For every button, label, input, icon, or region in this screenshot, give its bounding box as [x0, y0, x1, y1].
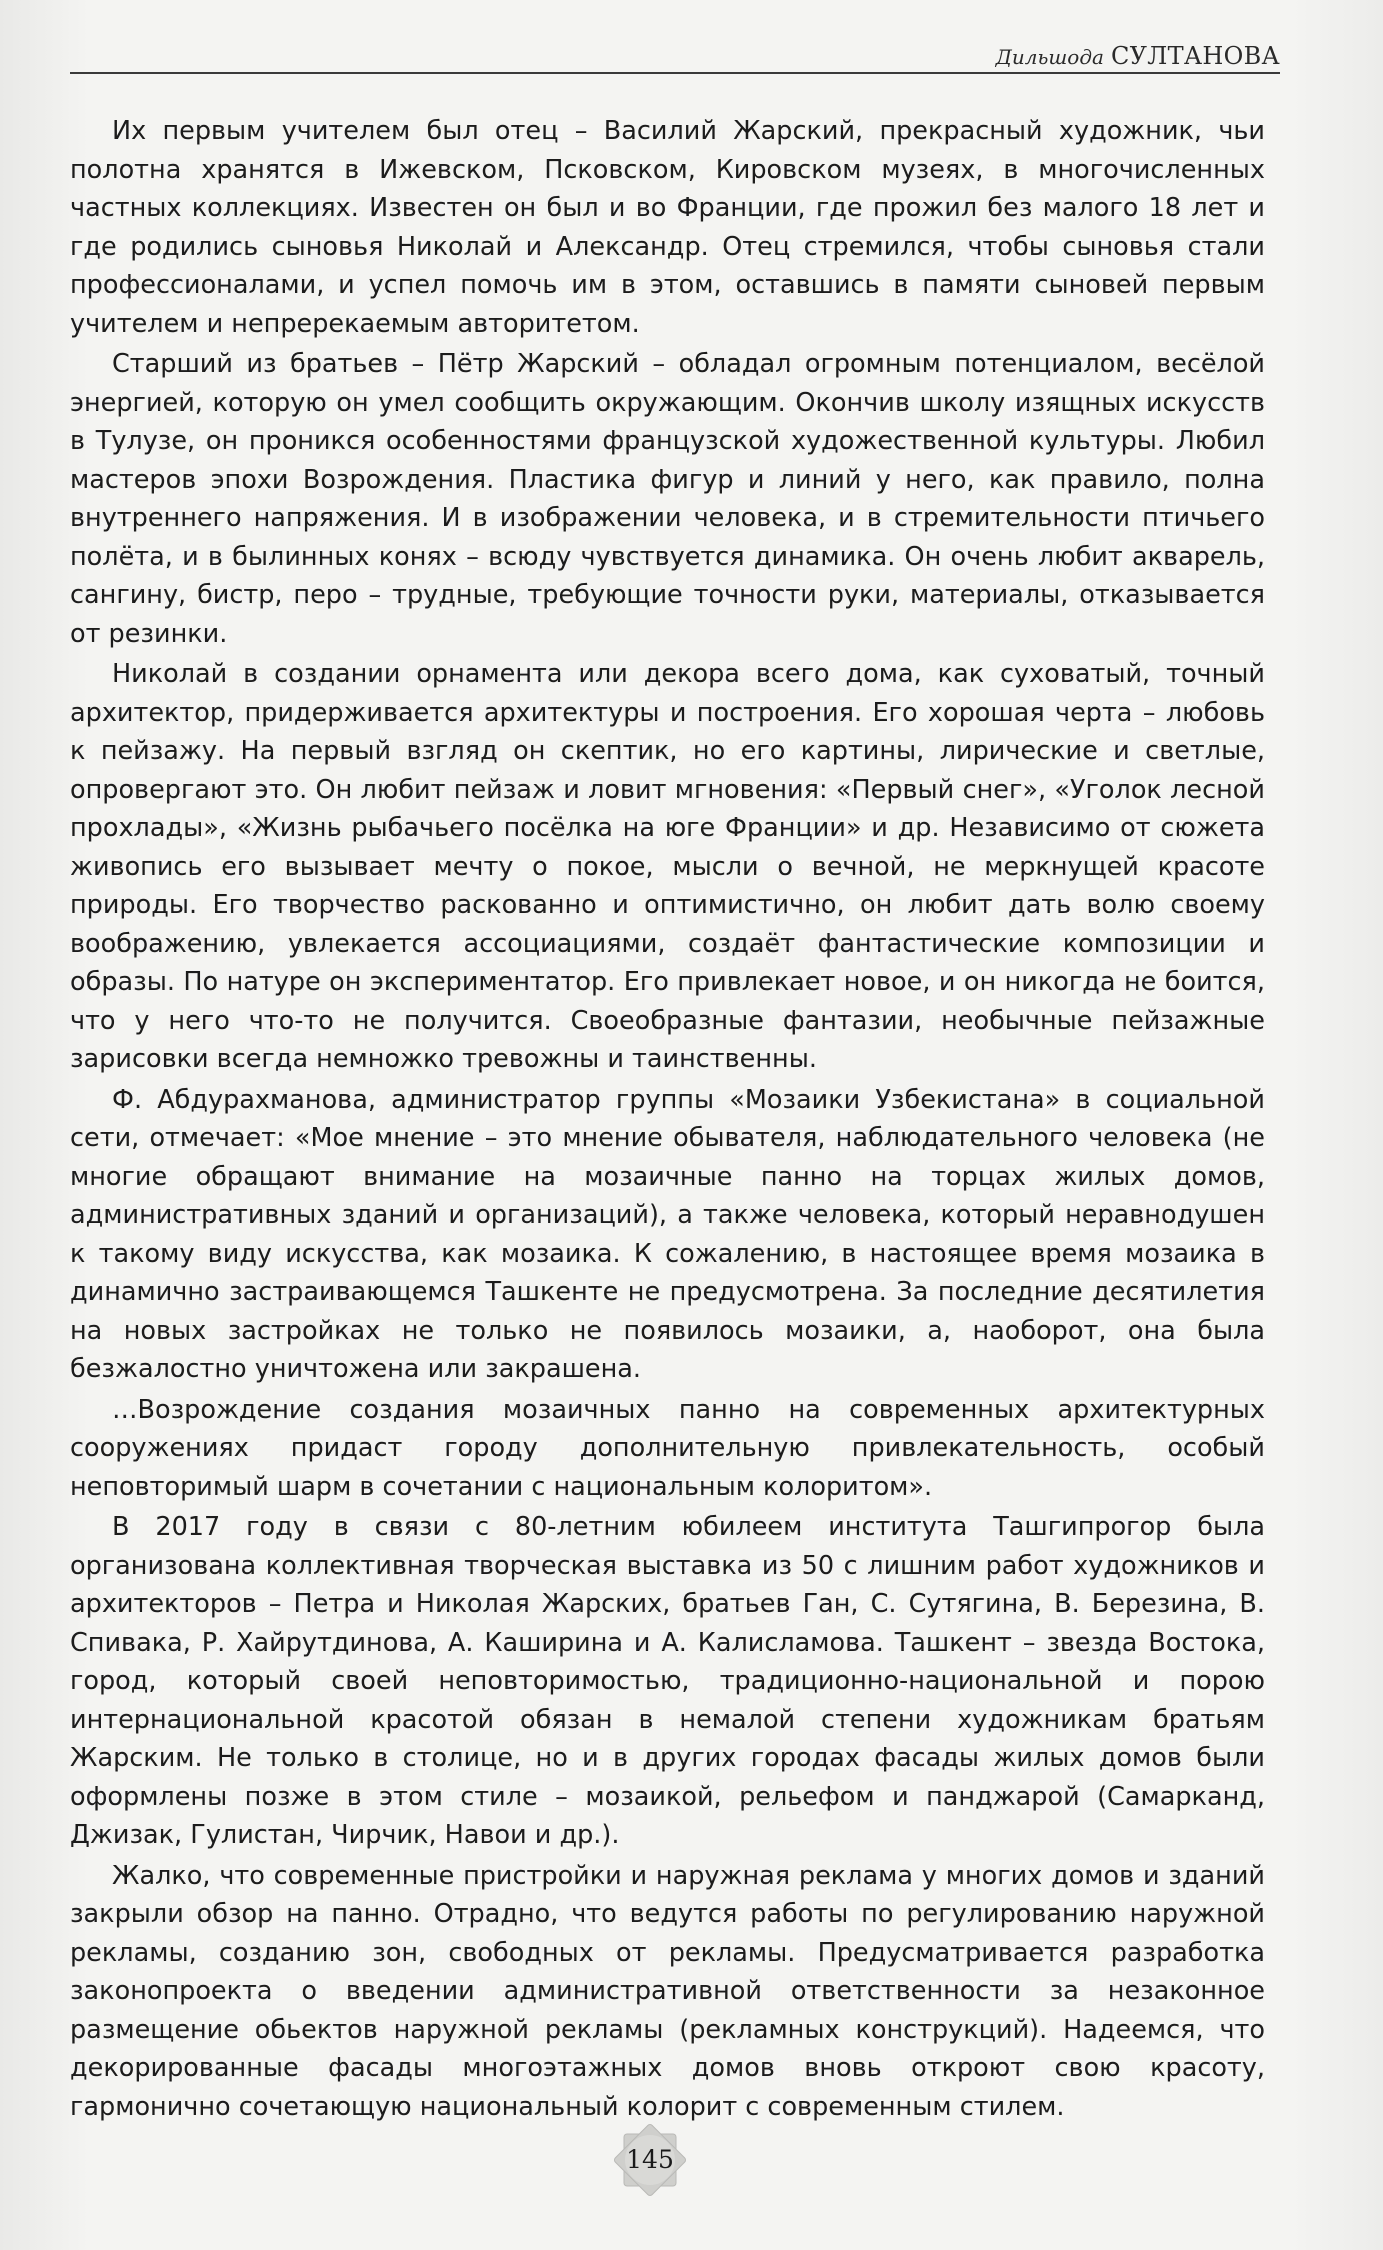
- paragraph: Их первым учителем был отец – Василий Жарский, прекрасный художник, чьи полотна хранятся в Ижевском, Псковском, Кировском музеях, в многочисленных частных коллекциях. Известен он был и во Франции, где прожил без малого 18 лет и где родились сыновья Николай и Александр. Отец стремился, чтобы сыновья стали профессионалами, и успел помочь им в этом, оставшись в памяти сыновей первым учителем и непререкаемым авторитетом.: [70, 116, 1265, 339]
- running-header: [70, 38, 1280, 74]
- page-footer: [0, 2120, 1383, 2200]
- author-first-name: Дильшода: [995, 45, 1104, 69]
- paragraph: Жалко, что современные пристройки и наружная реклама у многих домов и зданий закрыли обзор на панно. Отрадно, что ведутся работы по регулированию наружной рекламы, созданию зон, свободных от рекламы. Предусматривается разработка законопроекта о введении административной ответственности за незаконное размещение обьектов наружной рекламы (рекламных конструкций). Надеемся, что декорированные фасады многоэтажных домов вновь откроют свою красоту, гармонично сочетающую национальный колорит с современным стилем.: [70, 1860, 1265, 2122]
- author-last-name: СУЛТАНОВА: [1110, 42, 1280, 70]
- header-author: [996, 42, 1280, 70]
- header-rule: [70, 72, 1280, 74]
- paragraph: …Возрождение создания мозаичных панно на современных архитектурных сооружениях придаст городу дополнительную привлекательность, особый неповторимый шарм в сочетании с национальным колоритом».: [70, 1394, 1265, 1502]
- paragraph: Николай в создании орнамента или декора всего дома, как суховатый, точный архитектор, придерживается архитектуры и построения. Его хорошая черта – любовь к пейзажу. На первый взгляд он скептик, но его картины, лирические и светлые, опровергают это. Он любит пейзаж и ловит мгновения: «Первый снег», «Уголок лесной прохлады», «Жизнь рыбачьего посёлка на юге Франции» и др. Независимо от сюжета живопись его вызывает мечту о покое, мысли о вечной, не меркнущей красоте природы. Его творчество раскованно и оптимистично, он любит дать волю своему воображению, увлекается ассоциациями, создаёт фантастические композиции и образы. По натуре он экспериментатор. Его привлекает новое, и он никогда не боится, что у него что-то не получится. Своеобразные фантазии, необычные пейзажные зарисовки всегда немножко тревожны и таинственны.: [70, 659, 1265, 1074]
- paragraph: В 2017 году в связи с 80-летним юбилеем института Ташгипрогор была организована коллективная творческая выставка из 50 с лишним работ художников и архитекторов – Петра и Николая Жарских, братьев Ган, С. Сутягина, В. Березина, В. Спивака, Р. Хайрутдинова, А. Каширина и А. Калисламова. Ташкент – звезда Востока, город, который своей неповторимостью, традиционно-национальной и порою интернациональной красотой обязан в немалой степени художникам братьям Жарским. Не только в столице, но и в других городах фасады жилых домов были оформлены позже в этом стиле – мозаикой, рельефом и панджарой (Самарканд, Джизак, Гулистан, Чирчик, Навои и др.).: [70, 1512, 1265, 1850]
- paragraph: Старший из братьев – Пётр Жарский – обладал огромным потенциалом, весёлой энергией, которую он умел сообщить окружающим. Окончив школу изящных искусств в Тулузе, он проникся особенностями французской художественной культуры. Любил мастеров эпохи Возрождения. Пластика фигур и линий у него, как правило, полна внутреннего напряжения. И в изображении человека, и в стремительности птичьего полёта, и в былинных конях – всюду чувствуется динамика. Он очень любит акварель, сангину, бистр, перо – трудные, требующие точности руки, материалы, отказывается от резинки.: [70, 349, 1265, 649]
- article-body: [70, 112, 1265, 2126]
- paragraph: Ф. Абдурахманова, администратор группы «Мозаики Узбекистана» в социальной сети, отмечает: «Мое мнение – это мнение обывателя, наблюдательного человека (не многие обращают внимание на мозаичные панно на торцах жилых домов, административных зданий и организаций), а также человека, который неравнодушен к такому виду искусства, как мозаика. К сожалению, в настоящее время мозаика в динамично застраивающемся Ташкенте не предусмотрена. За последние десятилетия на новых застройках не только не появилось мозаики, а, наоборот, она была безжалостно уничтожена или закрашена.: [70, 1084, 1265, 1384]
- page-number-badge: [610, 2120, 690, 2200]
- page-number: 145: [626, 2145, 674, 2174]
